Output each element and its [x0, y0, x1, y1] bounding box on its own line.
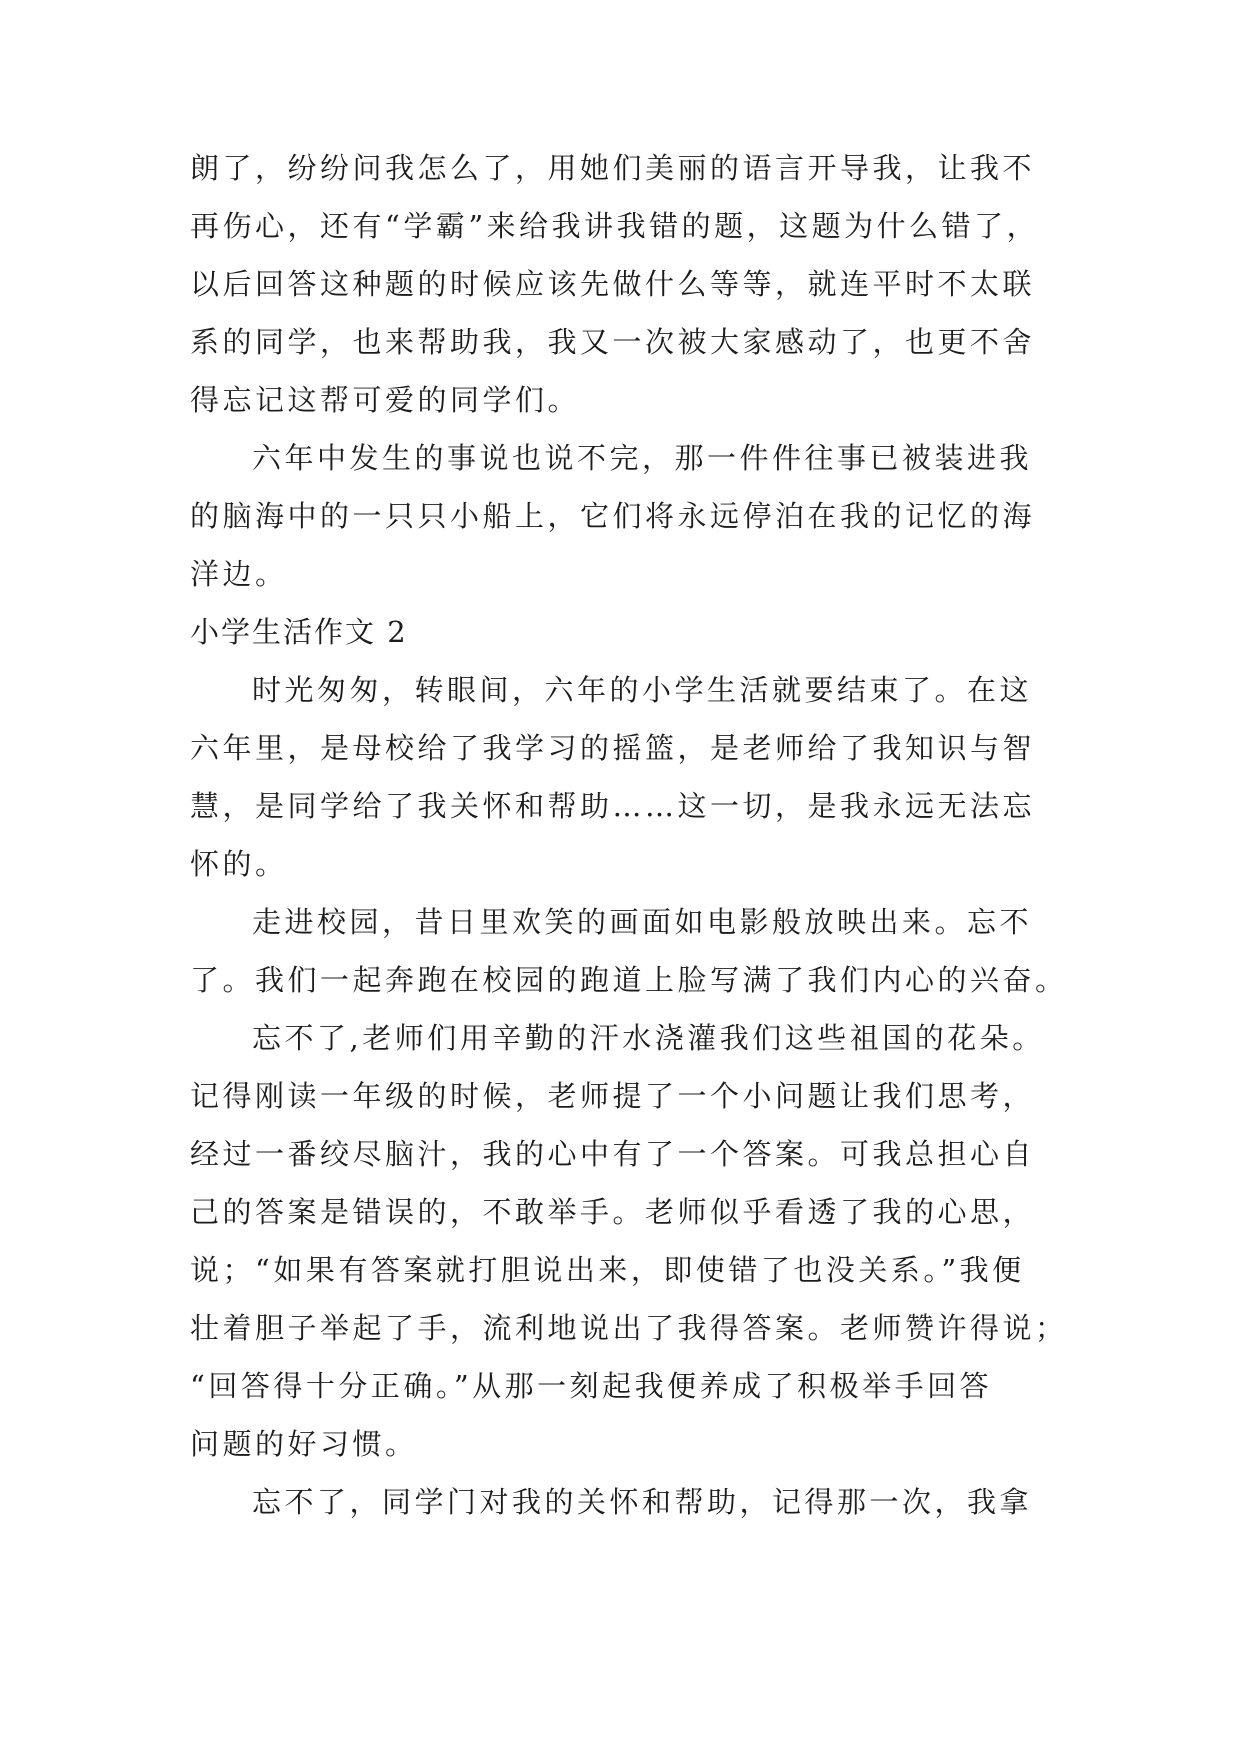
text-line: 以后回答这种题的时候应该先做什么等等，就连平时不太联 — [190, 267, 1036, 301]
text-line: 的脑海中的一只只小船上，它们将永远停泊在我的记忆的海 — [190, 499, 1036, 533]
text-line: 再伤心，还有“学霸”来给我讲我错的题，这题为什么错了， — [190, 209, 1040, 243]
text-line: 怀的。 — [190, 847, 288, 881]
text-line: 问题的好习惯。 — [190, 1427, 418, 1461]
section-title: 小学生活作文 2 — [190, 615, 408, 649]
text-line: 了。我们一起奔跑在校园的跑道上脸写满了我们内心的兴奋。 — [190, 963, 1068, 997]
text-line: 六年里，是母校给了我学习的摇篮，是老师给了我知识与智 — [190, 731, 1036, 765]
text-line: 慧，是同学给了我关怀和帮助……这一切，是我永远无法忘 — [190, 789, 1036, 823]
paragraph-start-line: 时光匆匆，转眼间，六年的小学生活就要结束了。在这 — [252, 673, 1033, 707]
text-line: 记得刚读一年级的时候，老师提了一个小问题让我们思考， — [190, 1079, 1036, 1113]
text-line: 壮着胆子举起了手，流利地说出了我得答案。老师赞许得说； — [190, 1311, 1068, 1345]
paragraph-start-line: 忘不了，同学门对我的关怀和帮助，记得那一次，我拿 — [252, 1485, 1033, 1519]
text-line: 得忘记这帮可爱的同学们。 — [190, 383, 581, 417]
text-line: 洋边。 — [190, 557, 288, 591]
text-line: 系的同学，也来帮助我，我又一次被大家感动了，也更不舍 — [190, 325, 1036, 359]
text-line: 己的答案是错误的，不敢举手。老师似乎看透了我的心思， — [190, 1195, 1036, 1229]
paragraph-start-line: 忘不了,老师们用辛勤的汗水浇灌我们这些祖国的花朵。 — [252, 1021, 1045, 1055]
text-line: “回答得十分正确。”从那一刻起我便养成了积极举手回答 — [190, 1369, 993, 1403]
text-line: 经过一番绞尽脑汁，我的心中有了一个答案。可我总担心自 — [190, 1137, 1036, 1171]
text-line: 朗了，纷纷问我怎么了，用她们美丽的语言开导我，让我不 — [190, 151, 1036, 185]
text-line: 说；“如果有答案就打胆说出来，即使错了也没关系。”我便 — [190, 1253, 1025, 1287]
paragraph-start-line: 六年中发生的事说也说不完，那一件件往事已被装进我 — [252, 441, 1033, 475]
paragraph-start-line: 走进校园，昔日里欢笑的画面如电影般放映出来。忘不 — [252, 905, 1033, 939]
